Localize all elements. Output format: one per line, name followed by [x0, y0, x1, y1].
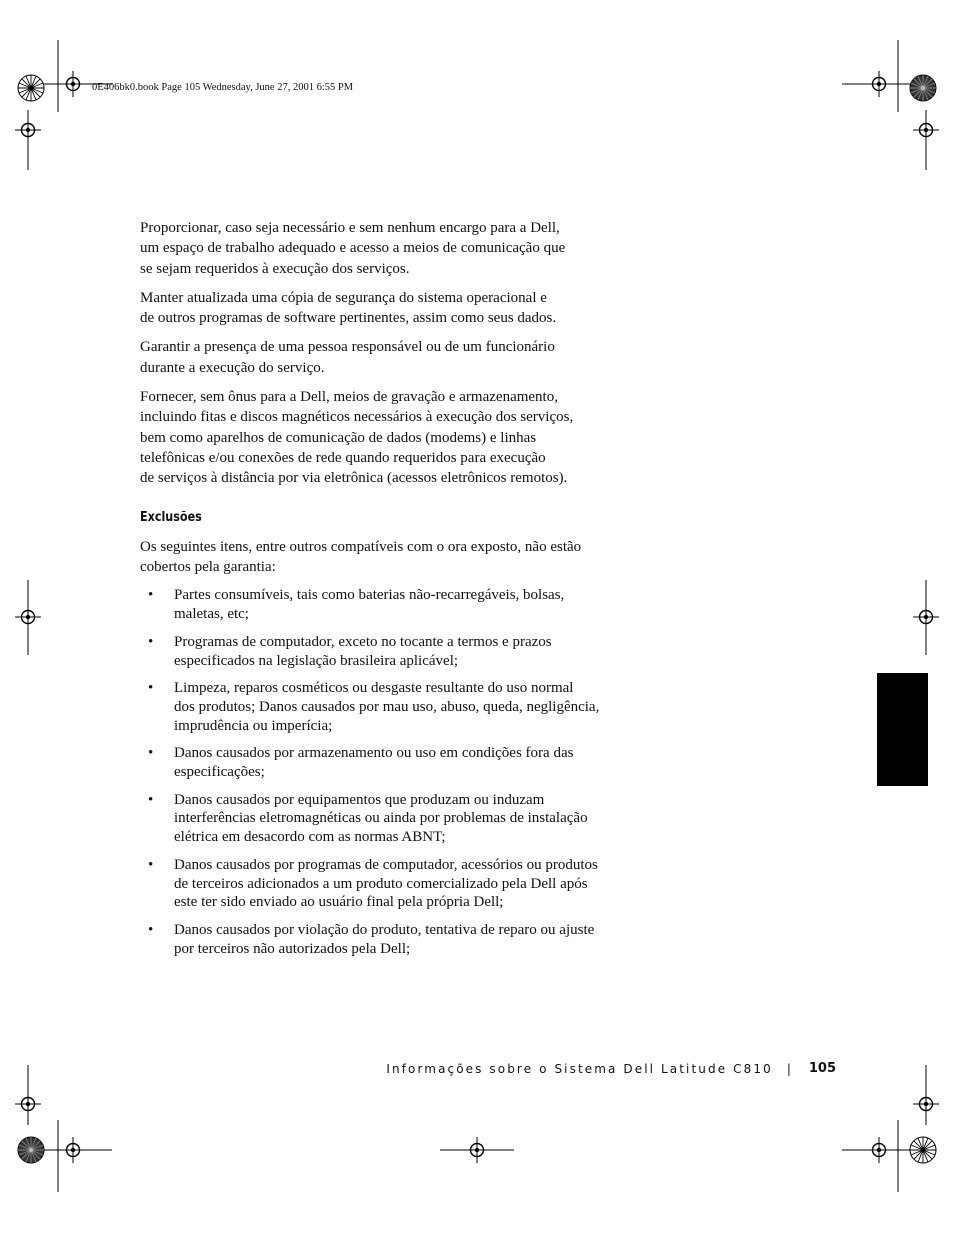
list-item	[140, 921, 640, 958]
text-line: maletas, etc;	[174, 606, 249, 623]
registration-mark-icon	[15, 117, 41, 143]
footer-separator: |	[786, 1061, 791, 1076]
text-line: Limpeza, reparos cosméticos ou desgaste resultante do uso normal	[174, 680, 574, 697]
registration-mark-icon	[60, 1137, 86, 1163]
text-line: Danos causados por violação do produto, tentativa de reparo ou ajuste	[174, 922, 595, 938]
text-line: Danos causados por armazenamento ou uso em condições fora das	[174, 745, 574, 762]
text-line: telefônicas e/ou conexões de rede quando requeridos para execução	[140, 449, 546, 466]
text-line: Os seguintes itens, entre outros compatíveis com o ora exposto, não estão	[140, 538, 582, 555]
footer-title: Informações sobre o Sistema Dell Latitude C810	[386, 1061, 773, 1076]
section-intro	[140, 537, 640, 578]
text-line: cobertos pela garantia:	[140, 559, 276, 576]
list-item	[140, 791, 640, 847]
bullet-list	[140, 586, 640, 958]
text-line: especificações;	[174, 764, 265, 781]
registration-mark-icon	[866, 1137, 892, 1163]
list-item	[140, 744, 640, 781]
paragraph	[140, 337, 640, 378]
text-line: por terceiros não autorizados pela Dell;	[174, 940, 411, 957]
registration-mark-icon	[913, 604, 939, 630]
text-line: se sejam requeridos à execução dos serviços.	[140, 260, 410, 277]
starburst-target-icon	[18, 1137, 44, 1163]
text-line: um espaço de trabalho adequado e acesso a meios de comunicação que	[140, 240, 566, 257]
paragraph	[140, 387, 640, 488]
bullet-icon: •	[148, 745, 154, 762]
section-heading: Exclusões	[140, 509, 202, 525]
text-line: Programas de computador, exceto no tocante a termos e prazos	[174, 633, 552, 650]
chapter-side-tab	[877, 673, 928, 786]
text-line: Fornecer, sem ônus para a Dell, meios de gravação e armazenamento,	[140, 389, 558, 406]
bullet-icon: •	[148, 922, 154, 938]
text-line: elétrica em desacordo com as normas ABNT;	[174, 829, 446, 846]
bullet-icon: •	[148, 680, 154, 697]
text-line: bem como aparelhos de comunicação de dados (modems) e linhas	[140, 429, 537, 446]
text-line: Manter atualizada uma cópia de segurança do sistema operacional e	[140, 289, 547, 306]
registration-mark-icon	[15, 604, 41, 630]
list-item	[140, 586, 640, 623]
text-line: de terceiros adicionados a um produto comercializado pela Dell após	[174, 875, 588, 892]
list-item	[140, 679, 640, 735]
bullet-icon: •	[148, 633, 154, 650]
list-item	[140, 856, 640, 912]
text-line: de serviços à distância por via eletrônica (acessos eletrônicos remotos).	[140, 470, 568, 487]
text-line: Danos causados por equipamentos que produzam ou induzam	[174, 791, 545, 808]
text-line: interferências eletromagnéticas ou ainda por problemas de instalação	[174, 810, 588, 827]
text-line: de outros programas de software pertinentes, assim como seus dados.	[140, 310, 557, 327]
registration-mark-icon	[913, 117, 939, 143]
paragraph-group	[140, 218, 640, 489]
starburst-target-icon	[910, 1137, 936, 1163]
registration-mark-icon	[913, 1091, 939, 1117]
text-line: Danos causados por programas de computador, acessórios ou produtos	[174, 856, 598, 873]
starburst-target-icon	[910, 75, 936, 101]
text-line: Garantir a presença de uma pessoa responsável ou de um funcionário	[140, 339, 555, 356]
registration-mark-icon	[60, 71, 86, 97]
paragraph	[140, 288, 640, 329]
print-header-stamp: 0E406bk0.book Page 105 Wednesday, June 27, 2001 6:55 PM	[92, 82, 354, 93]
registration-mark-icon	[866, 71, 892, 97]
text-line: imprudência ou imperícia;	[174, 717, 333, 734]
registration-mark-icon	[15, 1091, 41, 1117]
list-item	[140, 633, 640, 670]
text-line: dos produtos; Danos causados por mau uso, abuso, queda, negligência,	[174, 698, 600, 715]
starburst-target-icon	[18, 75, 44, 101]
text-line: este ter sido enviado ao usuário final pela própria Dell;	[174, 894, 504, 911]
text-line: durante a execução do serviço.	[140, 359, 325, 376]
paragraph	[140, 218, 640, 279]
text-line: Partes consumíveis, tais como baterias não-recarregáveis, bolsas,	[174, 587, 565, 604]
registration-mark-icon	[464, 1137, 490, 1163]
bullet-icon: •	[148, 587, 154, 604]
page-footer	[386, 1061, 836, 1076]
bullet-icon: •	[148, 791, 154, 808]
page-number: 105	[808, 1061, 836, 1076]
body-text	[140, 218, 640, 967]
bullet-icon: •	[148, 856, 154, 873]
text-line: incluindo fitas e discos magnéticos necessários à execução dos serviços,	[140, 409, 574, 426]
text-line: Proporcionar, caso seja necessário e sem nenhum encargo para a Dell,	[140, 220, 560, 236]
text-line: especificados na legislação brasileira aplicável;	[174, 652, 459, 669]
